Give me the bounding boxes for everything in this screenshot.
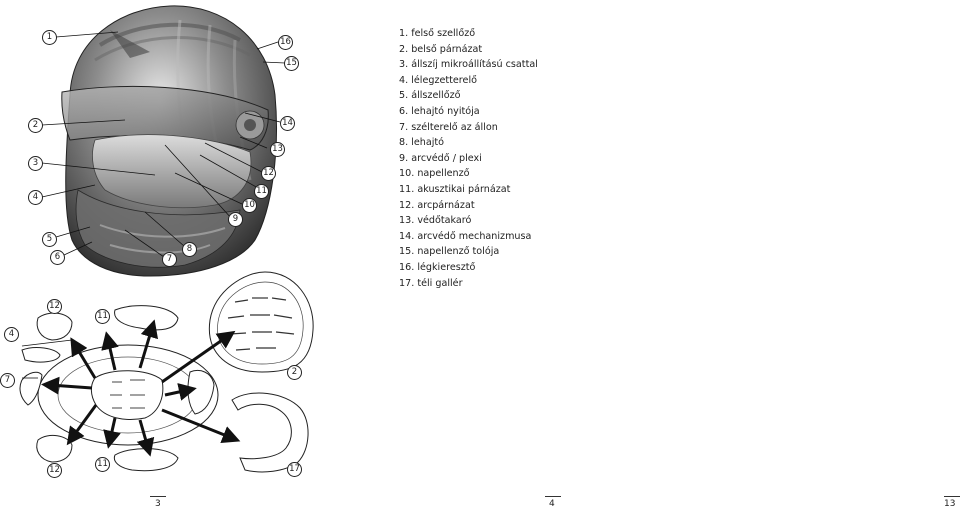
helmet-illustration [42, 6, 285, 276]
legend-label: akusztikai párnázat [417, 183, 511, 195]
legend-label: lehajtó [411, 137, 445, 149]
callout-3: 3 [28, 156, 43, 171]
legend-item [399, 244, 538, 260]
legend-item [399, 57, 538, 73]
parts-callout-2: 2 [287, 365, 302, 380]
legend-label: állszellőző [411, 90, 461, 102]
page-number-left: 3 [155, 499, 161, 509]
legend-item [399, 182, 538, 198]
legend-num: 6. [399, 105, 409, 117]
legend-num: 13. [399, 215, 415, 227]
legend-num: 11. [399, 183, 415, 195]
legend-label: lehajtó nyitója [411, 105, 480, 117]
legend-item [399, 276, 538, 292]
legend-num: 5. [399, 90, 409, 102]
legend-label: lélegzetterelő [411, 74, 477, 86]
legend-label: arcvédő / plexi [411, 152, 482, 164]
legend-item [399, 166, 538, 182]
legend-item [399, 73, 538, 89]
legend-item [399, 120, 538, 136]
parts-callout-12-bottom: 12 [47, 463, 62, 478]
legend-label: belső párnázat [411, 43, 483, 55]
parts-callout-11-bottom: 11 [95, 457, 110, 472]
parts-callout-12-top: 12 [47, 299, 62, 314]
winter-collar-illustration [232, 393, 308, 472]
legend-label: állszíj mikroállítású csattal [411, 59, 538, 71]
legend-num: 4. [399, 74, 409, 86]
parts-callout-11-top: 11 [95, 309, 110, 324]
legend-label: szélterelő az állon [411, 121, 498, 133]
legend-item [399, 104, 538, 120]
legend-num: 12. [399, 199, 415, 211]
legend-num: 3. [399, 59, 409, 71]
legend-item [399, 198, 538, 214]
legend-label: téli gallér [417, 277, 463, 289]
legend-num: 7. [399, 121, 409, 133]
legend-item [399, 229, 538, 245]
callout-7: 7 [162, 252, 177, 267]
legend-num: 16. [399, 261, 415, 273]
callout-10: 10 [242, 198, 257, 213]
callout-14: 14 [280, 116, 295, 131]
legend-num: 17. [399, 277, 415, 289]
inner-shell-illustration [209, 272, 313, 372]
legend-label: védőtakaró [417, 215, 472, 227]
parts-callout-4: 4 [4, 327, 19, 342]
page-number-right: 13 [944, 499, 956, 509]
legend-item [399, 213, 538, 229]
legend-item [399, 151, 538, 167]
callout-12: 12 [261, 166, 276, 181]
page-marker-right [944, 496, 960, 497]
legend-item [399, 42, 538, 58]
legend-label: arcpárnázat [417, 199, 475, 211]
parts-callout-7: 7 [0, 373, 15, 388]
parts-legend [399, 26, 538, 291]
callout-2: 2 [28, 118, 43, 133]
legend-label: arcvédő mechanizmusa [417, 230, 532, 242]
callout-4: 4 [28, 190, 43, 205]
legend-item [399, 260, 538, 276]
callout-11: 11 [254, 184, 269, 199]
callout-9: 9 [228, 212, 243, 227]
callout-1: 1 [42, 30, 57, 45]
legend-item [399, 26, 538, 42]
page-number-middle: 4 [549, 499, 555, 509]
legend-label: légkieresztő [417, 261, 476, 273]
legend-num: 9. [399, 152, 409, 164]
legend-label: felső szellőző [411, 28, 476, 39]
callout-6: 6 [50, 250, 65, 265]
legend-num: 15. [399, 246, 415, 258]
legend-num: 14. [399, 230, 415, 242]
legend-label: napellenző tolója [417, 246, 500, 258]
parts-callout-17: 17 [287, 462, 302, 477]
page-marker-left [150, 496, 166, 497]
legend-num: 1. [399, 28, 409, 39]
page-marker-middle [545, 496, 561, 497]
legend-num: 8. [399, 137, 409, 149]
callout-5: 5 [42, 232, 57, 247]
callout-15: 15 [284, 56, 299, 71]
legend-item [399, 88, 538, 104]
legend-num: 10. [399, 168, 415, 180]
legend-item [399, 135, 538, 151]
legend-num: 2. [399, 43, 409, 55]
legend-label: napellenző [417, 168, 470, 180]
exploded-parts [20, 306, 232, 471]
callout-13: 13 [270, 142, 285, 157]
callout-8: 8 [182, 242, 197, 257]
callout-16: 16 [278, 35, 293, 50]
